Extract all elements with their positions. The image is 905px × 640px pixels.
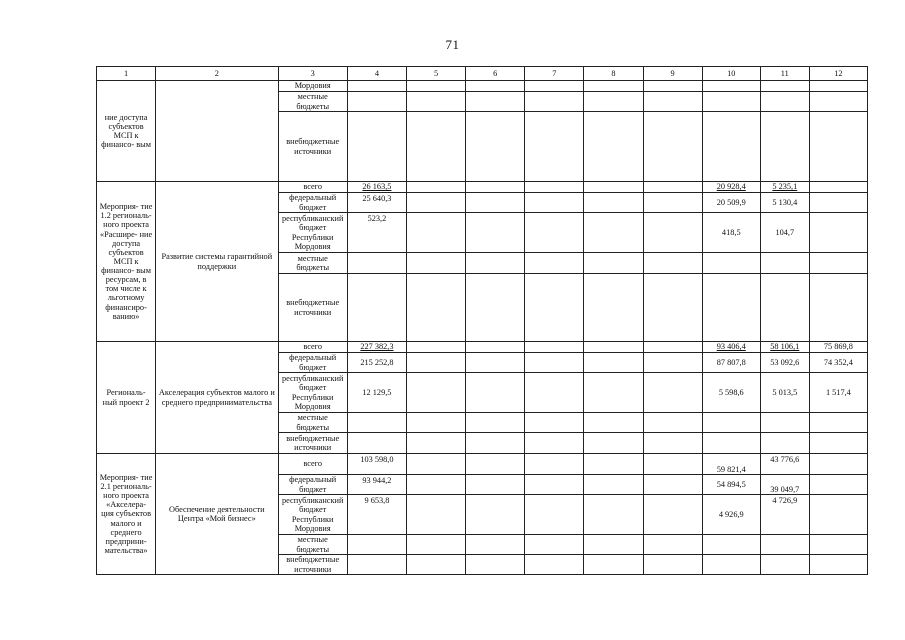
source-cell: республиканский бюджет Республики Мордовия (278, 373, 347, 413)
table-row (97, 182, 868, 193)
value-cell: 523,2 (347, 213, 406, 253)
value-cell: 5 598,6 (702, 373, 760, 413)
header-cell: 4 (347, 67, 406, 81)
direction-cell: Развитие системы гарантийной поддержки (156, 182, 278, 342)
page-number: 71 (445, 37, 460, 52)
source-cell: федеральный бюджет (278, 475, 347, 495)
source-cell: местные бюджеты (278, 413, 347, 433)
header-cell: 8 (584, 67, 643, 81)
value-cell: 54 894,5 (702, 475, 760, 495)
source-cell: Мордовия (278, 81, 347, 92)
value-cell: 5 235,1 (760, 182, 809, 193)
value-cell: 58 106,1 (760, 342, 809, 353)
value-cell: 5 013,5 (760, 373, 809, 413)
source-cell: местные бюджеты (278, 535, 347, 555)
value-cell: 215 252,8 (347, 353, 406, 373)
value-cell: 227 382,3 (347, 342, 406, 353)
source-cell: всего (278, 454, 347, 475)
value-cell: 25 640,3 (347, 193, 406, 213)
source-cell: республиканский бюджет Республики Мордовия (278, 495, 347, 535)
value-cell: 93 406,4 (702, 342, 760, 353)
header-cell: 5 (407, 67, 466, 81)
source-cell: федеральный бюджет (278, 353, 347, 373)
source-cell: республиканский бюджет Республики Мордовия (278, 213, 347, 253)
source-cell: внебюджетные источники (278, 433, 347, 454)
direction-cell: Обеспечение деятельности Центра «Мой бизнес» (156, 454, 278, 575)
header-cell: 7 (525, 67, 584, 81)
value-cell: 20 928,4 (702, 182, 760, 193)
direction-cell (156, 81, 278, 182)
value-cell: 5 130,4 (760, 193, 809, 213)
value-cell: 39 049,7 (760, 475, 809, 495)
header-cell: 2 (156, 67, 278, 81)
value-cell: 75 869,8 (809, 342, 867, 353)
source-cell: внебюджетные источники (278, 274, 347, 342)
header-cell: 9 (643, 67, 702, 81)
value-cell: 1 517,4 (809, 373, 867, 413)
value-cell: 93 944,2 (347, 475, 406, 495)
value-cell: 53 092,6 (760, 353, 809, 373)
value-cell: 43 776,6 (760, 454, 809, 475)
header-cell: 6 (466, 67, 525, 81)
source-cell: местные бюджеты (278, 253, 347, 274)
value-cell: 74 352,4 (809, 353, 867, 373)
value-cell: 20 509,9 (702, 193, 760, 213)
value-cell: 9 653,8 (347, 495, 406, 535)
source-cell: внебюджетные источники (278, 112, 347, 182)
header-cell: 12 (809, 67, 867, 81)
value-cell: 4 726,9 (760, 495, 809, 535)
event-cell: Мероприя- тие 2.1 региональ- ного проекта «Акселера- ция субъектов малого и среднего предприни- мательства» (97, 454, 156, 575)
event-cell: Мероприя- тие 1.2 региональ- ного проекта «Расшире- ние доступа субъектов МСП к финансо- вым ресурсам, в том числе к льготному финансиро- ванию» (97, 182, 156, 342)
value-cell: 59 821,4 (702, 454, 760, 475)
source-cell: всего (278, 342, 347, 353)
event-cell: ние доступа субъектов МСП к финансо- вым (97, 81, 156, 182)
source-cell: внебюджетные источники (278, 555, 347, 575)
source-cell: местные бюджеты (278, 92, 347, 112)
value-cell: 103 598,0 (347, 454, 406, 475)
value-cell: 104,7 (760, 213, 809, 253)
source-cell: всего (278, 182, 347, 193)
value-cell: 87 807,8 (702, 353, 760, 373)
value-cell: 4 926,9 (702, 495, 760, 535)
value-cell: 26 163,5 (347, 182, 406, 193)
budget-table (96, 66, 868, 575)
source-cell: федеральный бюджет (278, 193, 347, 213)
table-row (97, 81, 868, 92)
header-cell: 1 (97, 67, 156, 81)
header-cell: 11 (760, 67, 809, 81)
header-cell: 10 (702, 67, 760, 81)
value-cell: 418,5 (702, 213, 760, 253)
table-row (97, 454, 868, 475)
header-row (97, 67, 868, 81)
header-cell: 3 (278, 67, 347, 81)
table-row (97, 342, 868, 353)
direction-cell: Акселерация субъектов малого и среднего предпринимательства (156, 342, 278, 454)
value-cell: 12 129,5 (347, 373, 406, 413)
event-cell: Региональ- ный проект 2 (97, 342, 156, 454)
